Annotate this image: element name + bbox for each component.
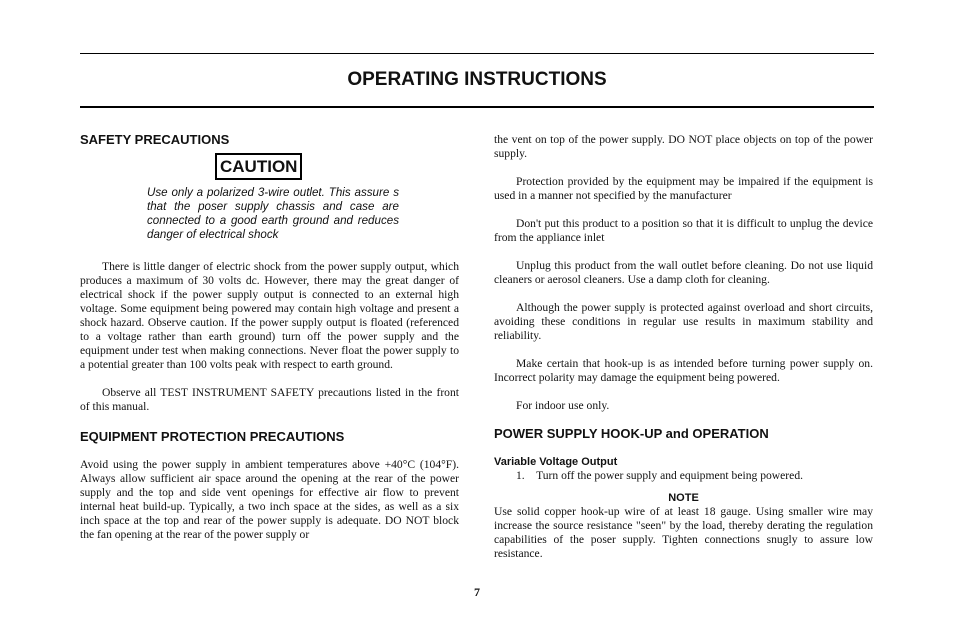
left-column [80, 133, 459, 542]
note-text: Use solid copper hook-up wire of at least 18 gauge. Using smaller wire may increase the source resistance "seen" by the load, thereby derating the regulation capabilities of the poser supply. Tighten connections snugly to assure low resistance. [494, 505, 873, 560]
right-column [494, 133, 873, 561]
page-number: 7 [474, 585, 480, 599]
right-paragraph-1: the vent on top of the power supply. DO NOT place objects on top of the power supply. [494, 133, 873, 160]
hookup-heading: POWER SUPPLY HOOK-UP and OPERATION [494, 426, 769, 441]
right-paragraph-6: Make certain that hook-up is as intended before turning power supply on. Incorrect polarity may damage the equipment being powered. [494, 357, 873, 384]
note-title: NOTE [668, 492, 699, 504]
right-paragraph-7: For indoor use only. [516, 399, 610, 412]
right-paragraph-2: Protection provided by the equipment may be impaired if the equipment is used in a manner not specified by the manufacturer [494, 175, 873, 202]
safety-precautions-heading: SAFETY PRECAUTIONS [80, 132, 230, 147]
page-title: OPERATING INSTRUCTIONS [347, 69, 607, 90]
equipment-paragraph: Avoid using the power supply in ambient temperatures above +40°C (104°F). Always allow sufficient air space around the opening at the rear of the power supply and the top and side vent openings for effective air flow to prevent internal heat build-up. Typically, a two inch space at the sides, as well as a six inch space at the top and rear of the power supply is adequate. DO NOT block the fan opening at the rear of the power supply or [80, 458, 459, 541]
right-paragraph-5: Although the power supply is protected against overload and short circuits, avoiding these conditions in regular use results in maximum stability and reliability. [494, 301, 873, 342]
right-paragraph-3: Don't put this product to a position so that it is difficult to unplug the device from the appliance inlet [494, 217, 873, 244]
bottom-rule [80, 106, 874, 108]
safety-paragraph-2: Observe all TEST INSTRUMENT SAFETY precautions listed in the front of this manual. [80, 386, 459, 413]
top-rule [80, 53, 874, 54]
step-1: 1. Turn off the power supply and equipment being powered. [516, 469, 804, 482]
caution-text: Use only a polarized 3-wire outlet. This assure s that the poser supply chassis and case are connected to a good earth ground and reduces danger of electrical shock [147, 186, 399, 241]
safety-paragraph-1: There is little danger of electric shock from the power supply output, which produces a maximum of 30 volts dc. However, there may the great danger of electrical shock if the power supply output is connected to an external high voltage. Some equipment being powered may contain high voltage and present a shock hazard. Observe caution. If the power supply output is floated (referenced to a voltage rather than earth ground) turn off the power supply and the equipment under test when making connections. Never float the power supply to a potential greater than 100 volts peak with respect to earth ground. [80, 260, 459, 371]
equipment-protection-heading: EQUIPMENT PROTECTION PRECAUTIONS [80, 429, 345, 444]
variable-voltage-heading: Variable Voltage Output [494, 456, 618, 468]
caution-box-wrap [215, 153, 459, 180]
caution-label: CAUTION [215, 153, 302, 180]
right-paragraph-4: Unplug this product from the wall outlet before cleaning. Do not use liquid cleaners or aerosol cleaners. Use a damp cloth for cleaning. [494, 259, 873, 286]
